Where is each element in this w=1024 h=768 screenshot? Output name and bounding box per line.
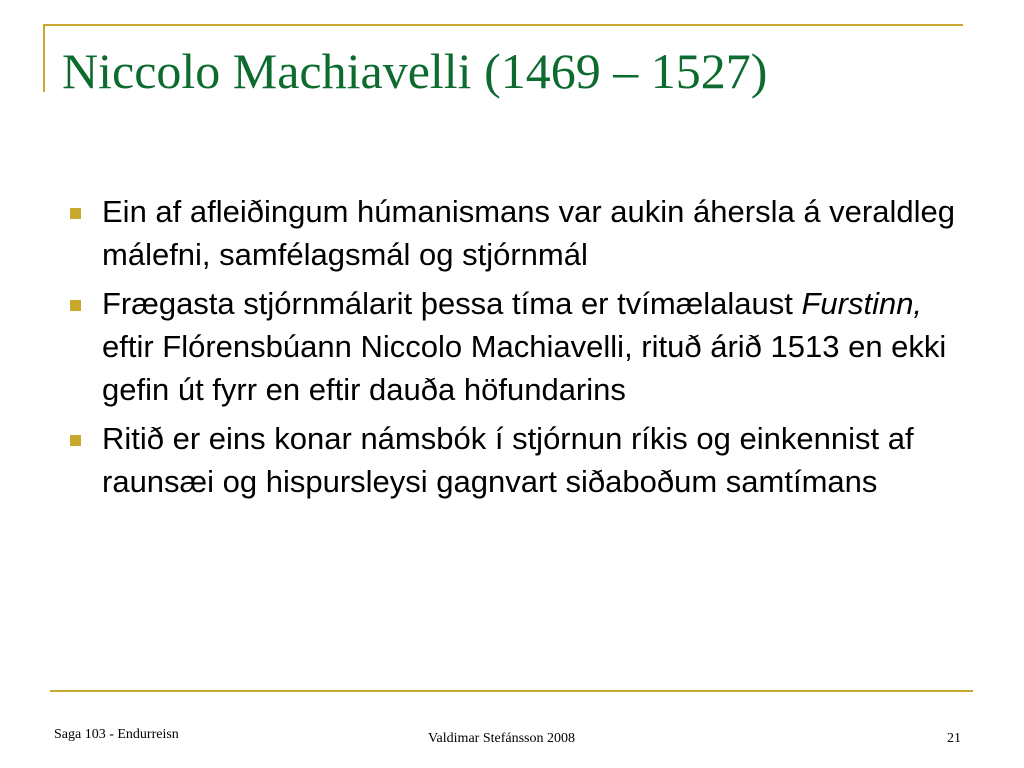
square-bullet-icon bbox=[70, 300, 81, 311]
bullet-list bbox=[70, 190, 970, 509]
bullet-text-continued: eftir Flórensbúann Niccolo Machiavelli, rituð árið 1513 en ekki gefin út fyrr en eftir dauða höfundarins bbox=[102, 329, 947, 407]
square-bullet-icon bbox=[70, 208, 81, 219]
slide-number: 21 bbox=[947, 731, 961, 746]
square-bullet-icon bbox=[70, 435, 81, 446]
footer-divider bbox=[50, 690, 973, 692]
bullet-item bbox=[70, 417, 970, 503]
bullet-text: Ritið er eins konar námsbók í stjórnun ríkis og einkennist af raunsæi og hispursleysi gagnvart siðaboðum samtímans bbox=[102, 421, 914, 499]
bullet-item bbox=[70, 282, 970, 411]
slide-title: Niccolo Machiavelli (1469 – 1527) bbox=[62, 43, 768, 99]
bullet-item bbox=[70, 190, 970, 276]
bullet-text: Frægasta stjórnmálarit þessa tíma er tvímælalaust bbox=[102, 286, 802, 321]
frame-left-line bbox=[43, 24, 45, 92]
bullet-text: Ein af afleiðingum húmanismans var aukin áhersla á veraldleg málefni, samfélagsmál og stjórnmál bbox=[102, 194, 955, 272]
frame-top-line bbox=[43, 24, 963, 26]
footer-author: Valdimar Stefánsson 2008 bbox=[428, 731, 575, 746]
footer-course: Saga 103 - Endurreisn bbox=[54, 727, 179, 742]
book-title: Furstinn, bbox=[801, 286, 923, 321]
